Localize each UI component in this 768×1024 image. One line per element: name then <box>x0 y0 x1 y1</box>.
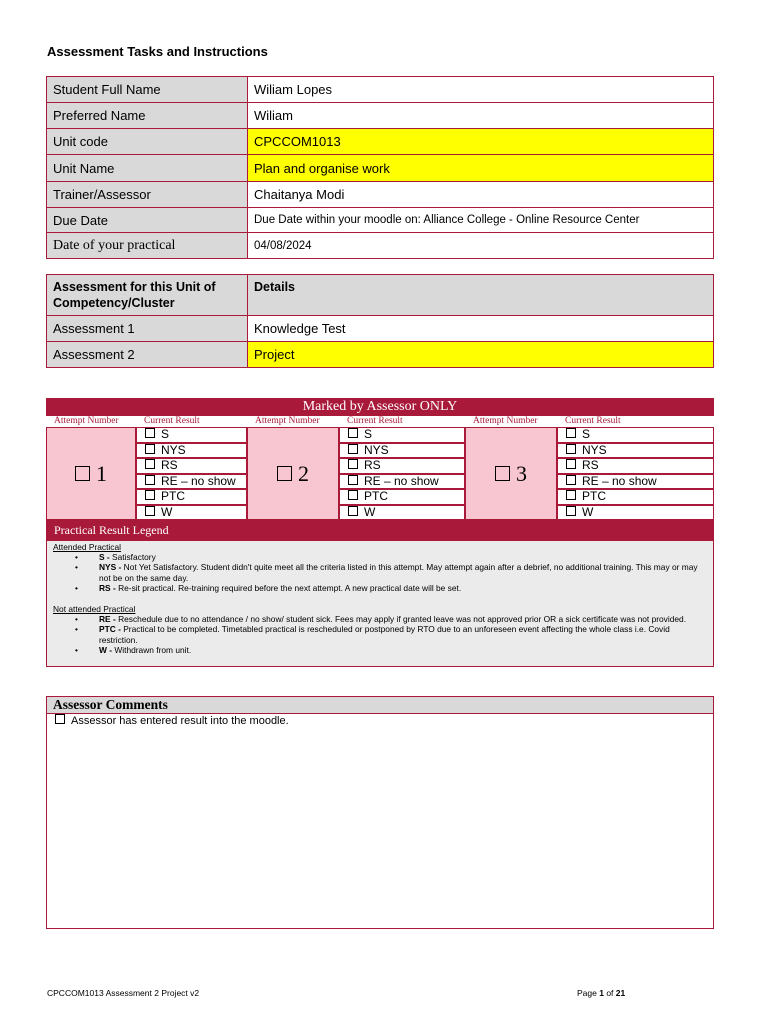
attempt-1-cell[interactable] <box>46 427 136 520</box>
checkbox-icon[interactable] <box>145 506 155 516</box>
result-option-label: RS <box>582 458 599 472</box>
result-option-re[interactable] <box>339 474 465 490</box>
result-option-w[interactable] <box>136 505 247 521</box>
checkbox-icon[interactable] <box>495 466 510 481</box>
value-assessment-1: Knowledge Test <box>248 316 714 342</box>
legend-item <box>99 583 699 593</box>
value-assessment-2: Project <box>248 342 714 368</box>
checkbox-icon[interactable] <box>566 506 576 516</box>
legend-code: PTC - <box>99 624 121 635</box>
checkbox-icon[interactable] <box>55 714 65 724</box>
legend-code: S - <box>99 552 110 562</box>
label-assessment-1: Assessment 1 <box>47 316 248 342</box>
not-attended-list <box>47 614 699 656</box>
checkbox-icon[interactable] <box>75 466 90 481</box>
value-trainer: Chaitanya Modi <box>248 182 714 208</box>
checkbox-icon[interactable] <box>566 444 576 454</box>
checkbox-icon[interactable] <box>145 428 155 438</box>
legend-text: Reschedule due to no attendance / no show/ student sick. Fees may apply if granted leave was not approved prior OR a sick certificate was not provided. <box>115 614 687 624</box>
checkbox-icon[interactable] <box>145 475 155 485</box>
current-result-header: Current Result <box>347 416 403 426</box>
result-option-label: RE – no show <box>364 473 439 488</box>
checkbox-icon[interactable] <box>348 506 358 516</box>
result-option-ptc[interactable] <box>557 489 714 505</box>
result-option-nys[interactable] <box>557 443 714 459</box>
result-option-nys[interactable] <box>136 443 247 459</box>
attempt-grid <box>46 416 714 520</box>
legend-text: Re-sit practical. Re-training required before the next attempt. A new practical date will be set. <box>115 583 462 594</box>
result-option-w[interactable] <box>557 505 714 521</box>
result-option-ptc[interactable] <box>339 489 465 505</box>
attempt-number: 3 <box>516 460 527 486</box>
label-due-date: Due Date <box>47 208 248 233</box>
value-unit-name: Plan and organise work <box>248 155 714 182</box>
result-option-rs[interactable] <box>339 458 465 474</box>
attempt-number-header: Attempt Number <box>54 416 119 426</box>
attended-list <box>47 552 699 594</box>
legend-text: Practical to be completed. Timetabled practical is rescheduled or postponed by RTO due to an unforeseen event affecting the whole class i.e. Covid restriction. <box>99 624 670 645</box>
legend-code: RS - <box>99 583 116 594</box>
result-option-rs[interactable] <box>136 458 247 474</box>
checkbox-icon[interactable] <box>566 490 576 500</box>
legend-text: Not Yet Satisfactory. Student didn't quite meet all the criteria listed in this attempt. May attempt again after a debrief, no additional training. This may or may not be on the same day. <box>99 562 698 583</box>
result-option-label: W <box>582 504 594 519</box>
value-student-full-name: Wiliam Lopes <box>248 77 714 103</box>
result-option-label: S <box>582 427 591 441</box>
result-option-label: RE – no show <box>582 473 657 488</box>
label-preferred-name: Preferred Name <box>47 103 248 129</box>
marking-title: Marked by Assessor ONLY <box>46 398 714 416</box>
attempt-number: 2 <box>298 460 309 486</box>
value-due-date: Due Date within your moodle on: Alliance College - Online Resource Center <box>248 208 714 233</box>
footer-doc-id: CPCCOM1013 Assessment 2 Project v2 <box>47 988 200 998</box>
legend-body <box>46 541 714 667</box>
legend-item <box>99 552 699 562</box>
result-option-label: W <box>161 504 173 519</box>
attended-title: Attended Practical <box>53 542 121 552</box>
legend-code: RE - <box>99 614 116 624</box>
checkbox-icon[interactable] <box>145 490 155 500</box>
result-option-label: W <box>364 504 376 519</box>
result-option-rs[interactable] <box>557 458 714 474</box>
result-option-s[interactable] <box>339 427 465 443</box>
checkbox-icon[interactable] <box>145 459 155 469</box>
footer-of: of <box>603 988 616 998</box>
result-option-s[interactable] <box>136 427 247 443</box>
label-assessment-2: Assessment 2 <box>47 342 248 368</box>
result-option-nys[interactable] <box>339 443 465 459</box>
checkbox-icon[interactable] <box>566 428 576 438</box>
result-option-label: PTC <box>582 489 606 503</box>
legend-item <box>99 614 699 624</box>
attempt-number-header: Attempt Number <box>255 416 320 426</box>
checkbox-icon[interactable] <box>277 466 292 481</box>
not-attended-title: Not attended Practical <box>53 604 136 614</box>
result-option-label: S <box>161 427 170 441</box>
legend-item <box>99 645 699 655</box>
label-unit-code: Unit code <box>47 129 248 155</box>
legend-title: Practical Result Legend <box>46 520 714 541</box>
attempt-3-cell[interactable] <box>465 427 557 520</box>
page-heading: Assessment Tasks and Instructions <box>47 44 268 59</box>
assessment-table <box>46 274 714 368</box>
label-practical-date: Date of your practical <box>47 233 248 259</box>
checkbox-icon[interactable] <box>348 490 358 500</box>
result-option-re[interactable] <box>136 474 247 490</box>
result-option-label: PTC <box>161 489 185 503</box>
attempt-2-cell[interactable] <box>247 427 339 520</box>
result-option-label: RE – no show <box>161 473 236 488</box>
current-result-header: Current Result <box>565 416 621 426</box>
result-option-label: NYS <box>161 442 186 457</box>
checkbox-icon[interactable] <box>145 444 155 454</box>
result-option-ptc[interactable] <box>136 489 247 505</box>
comments-checkbox-row[interactable] <box>47 714 713 728</box>
assessor-comments <box>46 696 714 929</box>
assessment-header-right: Details <box>248 275 714 316</box>
result-option-s[interactable] <box>557 427 714 443</box>
legend-item <box>99 562 699 583</box>
result-option-label: S <box>364 427 373 441</box>
checkbox-icon[interactable] <box>348 444 358 454</box>
legend-item <box>99 624 699 645</box>
legend-code: NYS - <box>99 562 122 573</box>
value-preferred-name: Wiliam <box>248 103 714 129</box>
attempt-number-header: Attempt Number <box>473 416 538 426</box>
value-unit-code: CPCCOM1013 <box>248 129 714 155</box>
result-option-label: NYS <box>364 442 389 457</box>
comments-checkbox-label: Assessor has entered result into the moodle. <box>71 715 289 727</box>
legend-text: Withdrawn from unit. <box>112 645 192 656</box>
footer-page: 1 <box>599 988 604 998</box>
checkbox-icon[interactable] <box>348 475 358 485</box>
value-practical-date: 04/08/2024 <box>248 233 714 259</box>
footer-page-prefix: Page <box>577 988 600 998</box>
label-trainer: Trainer/Assessor <box>47 182 248 208</box>
result-option-re[interactable] <box>557 474 714 490</box>
attempt-number: 1 <box>96 460 107 486</box>
current-result-header: Current Result <box>144 416 200 426</box>
legend-text: Satisfactory <box>109 552 156 562</box>
result-option-label: RS <box>364 458 381 472</box>
checkbox-icon[interactable] <box>566 475 576 485</box>
checkbox-icon[interactable] <box>348 428 358 438</box>
footer-total: 21 <box>615 988 626 998</box>
result-option-label: PTC <box>364 489 388 503</box>
result-option-w[interactable] <box>339 505 465 521</box>
checkbox-icon[interactable] <box>566 459 576 469</box>
comments-title: Assessor Comments <box>47 697 713 714</box>
label-unit-name: Unit Name <box>47 155 248 182</box>
assessment-header-left: Assessment for this Unit of Competency/Cluster <box>47 275 248 316</box>
footer-page-number <box>577 988 625 998</box>
result-option-label: NYS <box>582 442 607 457</box>
checkbox-icon[interactable] <box>348 459 358 469</box>
marking-section <box>46 398 714 519</box>
label-student-full-name: Student Full Name <box>47 77 248 103</box>
student-details-table <box>46 76 714 259</box>
result-option-label: RS <box>161 458 178 472</box>
legend-code: W - <box>99 645 113 656</box>
